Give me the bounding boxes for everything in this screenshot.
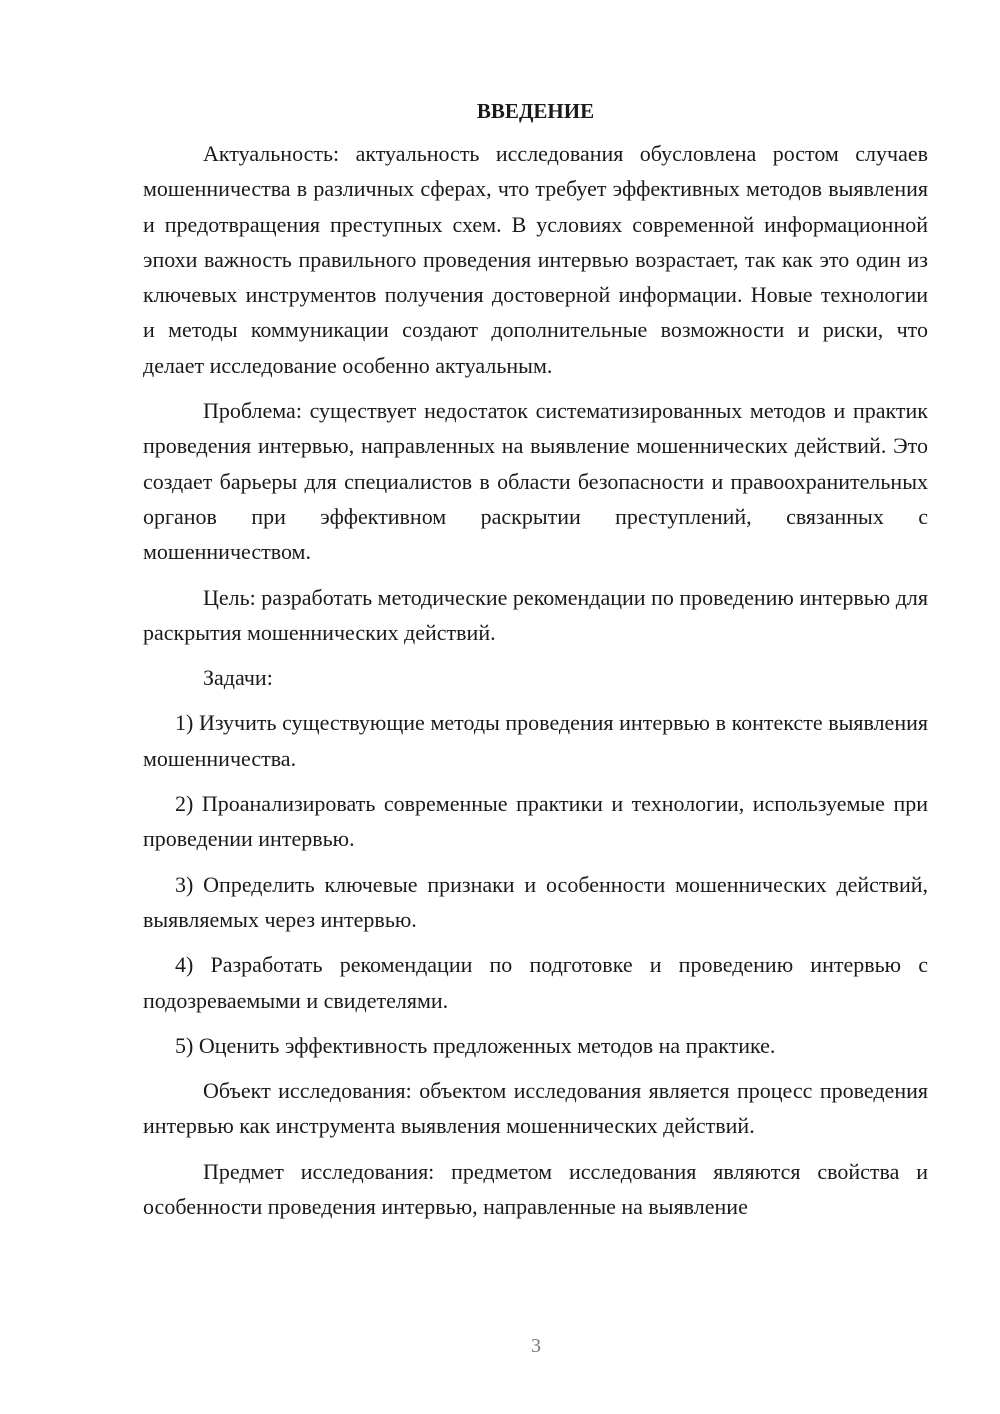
task-item-4: 4) Разработать рекомендации по подготовке и проведению интервью с подозреваемыми и свидетелями. [143,952,928,1013]
paragraph-problem: Проблема: существует недостаток систематизированных методов и практик проведения интервью, направленных на выявление мошеннических действий. Это создает барьеры для специалистов в области безопасности и правоохранительных органов при эффективном раскрытии преступлений, связанных с мошенничеством. [143,398,928,565]
task-item-5: 5) Оценить эффективность предложенных методов на практике. [175,1032,776,1058]
task-item-2: 2) Проанализировать современные практики и технологии, используемые при проведении интервью. [143,791,928,852]
page-number: 3 [531,1335,541,1357]
paragraph-tasks-heading: Задачи: [203,665,273,691]
paragraph-subject: Предмет исследования: предметом исследования являются свойства и особенности проведения интервью, направленные на выявление [143,1158,928,1220]
paragraph-object: Объект исследования: объектом исследования является процесс проведения интервью как инструмента выявления мошеннических действий. [143,1078,928,1139]
paragraph-goal: Цель: разработать методические рекомендации по проведению интервью для раскрытия мошеннических действий. [143,584,928,645]
page-title: ВВЕДЕНИЕ [476,99,595,123]
task-item-1: 1) Изучить существующие методы проведения интервью в контексте выявления мошенничества. [143,710,928,771]
paragraph-relevance: Актуальность: актуальность исследования обусловлена ростом случаев мошенничества в различных сферах, что требует эффективных методов выявления и предотвращения преступных схем. В условиях современной информационной эпохи важность правильного проведения интервью возрастает, так как это один из ключевых инструментов получения достоверной информации. Новые технологии и методы коммуникации создают дополнительные возможности и риски, что делает исследование особенно актуальным. [143,141,928,378]
task-item-3: 3) Определить ключевые признаки и особенности мошеннических действий, выявляемых через интервью. [143,871,928,932]
